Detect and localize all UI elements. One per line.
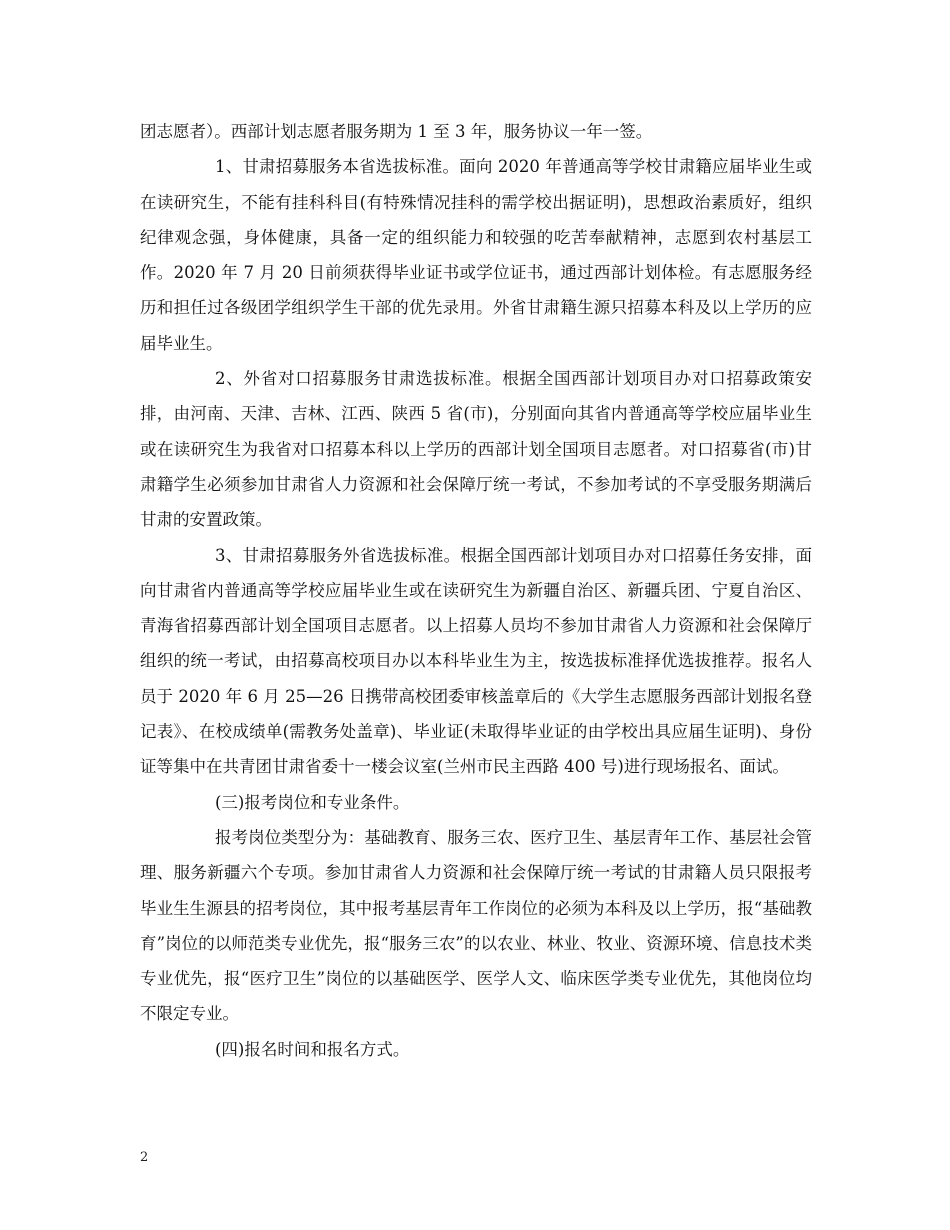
paragraph-3: 2、外省对口招募服务甘肃选拔标准。根据全国西部计划项目办对口招募政策安排，由河南、天津、吉林、江西、陕西 5 省(市)，分别面向其省内普通高等学校应届毕业生或在读研究生为我省对口招募本科以上学历的西部计划全国项目志愿者。对口招募省(市)甘肃籍学生必须参加甘肃省人力资源和社会保障厅统一考试，不参加考试的不享受服务期满后甘肃的安置政策。: [140, 369, 812, 530]
section-heading-4: (四)报名时间和报名方式。: [215, 1039, 410, 1059]
paragraph-5: 报考岗位类型分为：基础教育、服务三农、医疗卫生、基层青年工作、基层社会管理、服务新疆六个专项。参加甘肃省人力资源和社会保障厅统一考试的甘肃籍人员只限报考毕业生生源县的招考岗位，其中报考基层青年工作岗位的必须为本科及以上学历，报“基础教育”岗位的以师范类专业优先，报“服务三农”的以农业、林业、牧业、资源环境、信息技术类专业优先，报“医疗卫生”岗位的以基础医学、医学人文、临床医学类专业优先，其他岗位均不限定专业。: [140, 827, 812, 1024]
page-number: 2: [140, 1150, 149, 1165]
document-body: [140, 114, 812, 1067]
section-heading-3: (三)报考岗位和专业条件。: [215, 792, 410, 812]
paragraph-2: 1、甘肃招募服务本省选拔标准。面向 2020 年普通高等学校甘肃籍应届毕业生或在读研究生，不能有挂科科目(有特殊情况挂科的需学校出据证明)，思想政治素质好，组织纪律观念强，身体健康，具备一定的组织能力和较强的吃苦奉献精神，志愿到农村基层工作。2020 年 7 月 20 日前须获得毕业证书或学位证书，通过西部计划体检。有志愿服务经历和担任过各级团学组织学生干部的优先录用。外省甘肃籍生源只招募本科及以上学历的应届毕业生。: [140, 157, 812, 353]
paragraph-4: 3、甘肃招募服务外省选拔标准。根据全国西部计划项目办对口招募任务安排，面向甘肃省内普通高等学校应届毕业生或在读研究生为新疆自治区、新疆兵团、宁夏自治区、青海省招募西部计划全国项目志愿者。以上招募人员均不参加甘肃省人力资源和社会保障厅组织的统一考试，由招募高校项目办以本科毕业生为主，按选拔标准择优选拔推荐。报名人员于 2020 年 6 月 25—26 日携带高校团委审核盖章后的《大学生志愿服务西部计划报名登记表》、在校成绩单(需教务处盖章)、毕业证(未取得毕业证的由学校出具应届生证明)、身份证等集中在共青团甘肃省委十一楼会议室(兰州市民主西路 400 号)进行现场报名、面试。: [140, 545, 812, 777]
paragraph-1: 团志愿者）。西部计划志愿者服务期为 1 至 3 年，服务协议一年一签。: [140, 122, 653, 141]
